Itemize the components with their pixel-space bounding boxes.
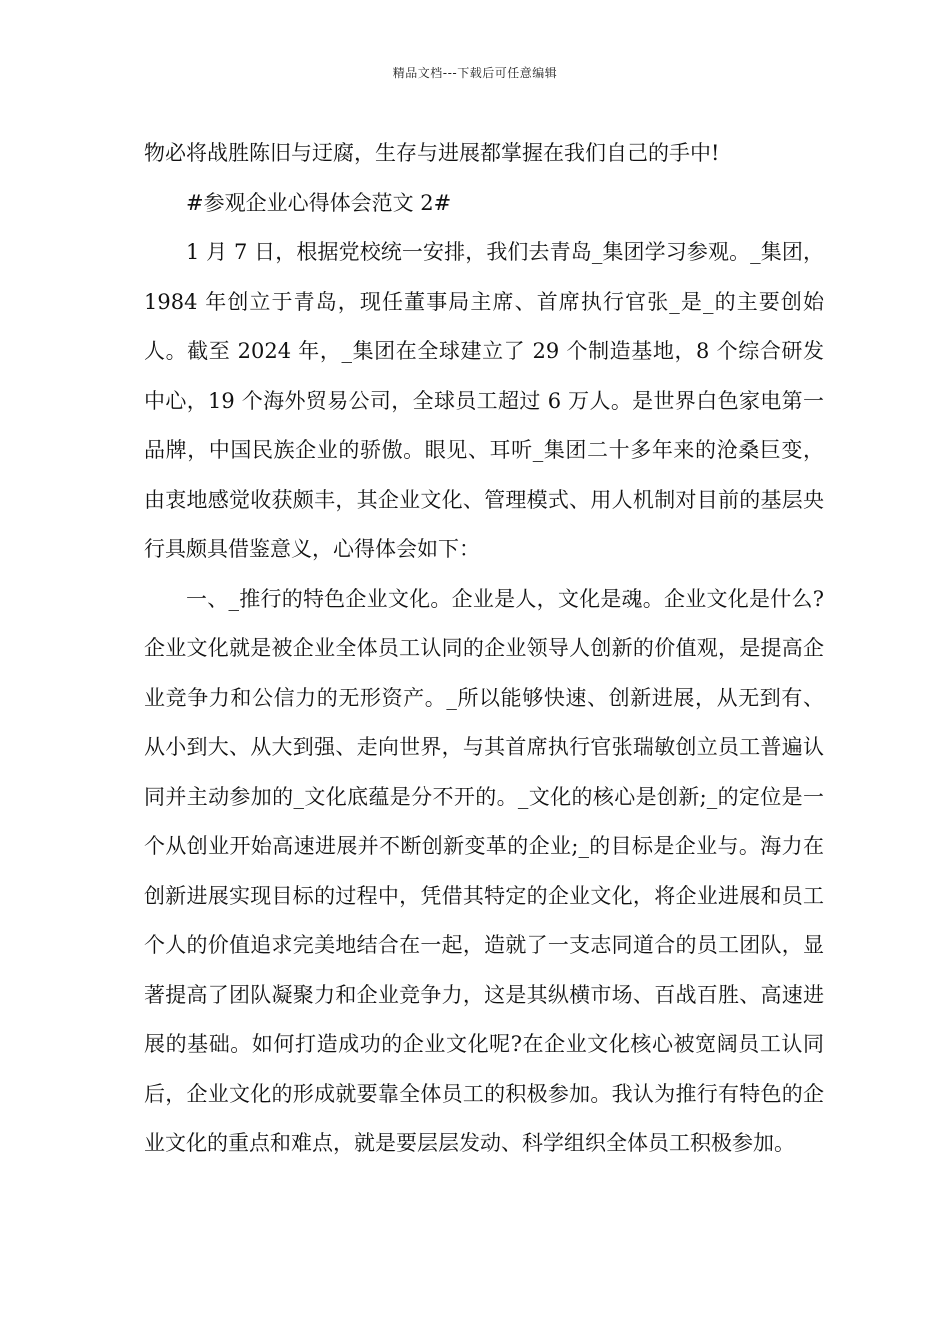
section-heading: #参观企业心得体会范文 2# — [186, 190, 452, 215]
document-body — [144, 129, 824, 1169]
paragraph-culture: 一、_推行的特色企业文化。企业是人，文化是魂。企业文化是什么?企业文化就是被企业全体员工认同的企业领导人创新的价值观，是提高企业竞争力和公信力的无形资产。_所以能够快速、创新进展，从无到有、从小到大、从大到强、走向世界，与其首席执行官张瑞敏创立员工普遍认同并主动参加的_文化底蕴是分不开的。_文化的核心是创新;_的定位是一个从创业开始高速进展并不断创新变革的企业;_的目标是企业与。海力在创新进展实现目标的过程中，凭借其特定的企业文化，将企业进展和员工个人的价值追求完美地结合在一起，造就了一支志同道合的员工团队，显著提高了团队凝聚力和企业竞争力，这是其纵横市场、百战百胜、高速进展的基础。如何打造成功的企业文化呢?在企业文化核心被宽阔员工认同后，企业文化的形成就要靠全体员工的积极参加。我认为推行有特色的企业文化的重点和难点，就是要层层发动、科学组织全体员工积极参加。 — [144, 586, 824, 1155]
paragraph-intro: 1 月 7 日，根据党校统一安排，我们去青岛_集团学习参观。_集团，1984 年创立于青岛，现任董事局主席、首席执行官张_是_的主要创始人。截至 2024 年，_集团在全球建立了 29 个制造基地，8 个综合研发中心，19 个海外贸易公司，全球员工超过 6 万人。是世界白色家电第一品牌，中国民族企业的骄傲。眼见、耳听_集团二十多年来的沧桑巨变，由衷地感觉收获颇丰，其企业文化、管理模式、用人机制对目前的基层央行具颇具借鉴意义，心得体会如下： — [144, 240, 824, 561]
page-header: 精品文档---下载后可任意编辑 — [392, 66, 558, 80]
paragraph-continuation: 物必将战胜陈旧与迂腐，生存与进展都掌握在我们自己的手中! — [144, 141, 720, 165]
